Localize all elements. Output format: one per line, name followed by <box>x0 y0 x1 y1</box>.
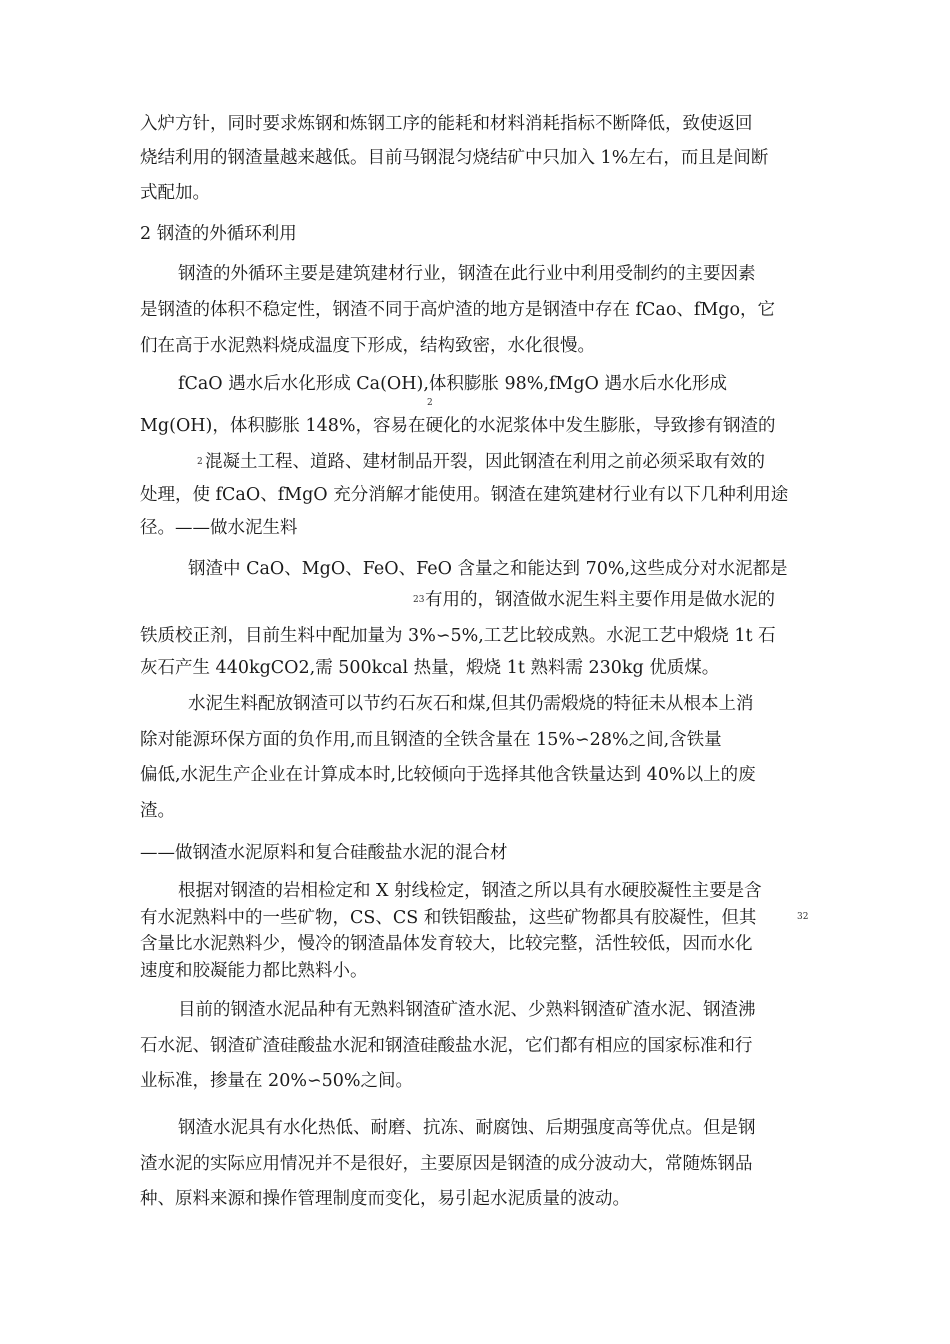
section-heading: ——做钢渣水泥原料和复合硅酸盐水泥的混合材 <box>140 843 508 863</box>
text-line: 石水泥、钢渣矿渣硅酸盐水泥和钢渣硅酸盐水泥，它们都有相应的国家标准和行 <box>140 1036 753 1056</box>
text-line: fCaO 遇水后水化形成 Ca(OH),体积膨胀 98%,fMgO 遇水后水化形成 <box>178 374 727 394</box>
text-line: 烧结利用的钢渣量越来越低。目前马钢混匀烧结矿中只加入 1%左右，而且是间断 <box>140 148 769 168</box>
text-line: 业标准，掺量在 20%∽50%之间。 <box>140 1071 414 1091</box>
text-line: 渣水泥的实际应用情况并不是很好，主要原因是钢渣的成分波动大，常随炼钢品 <box>140 1154 753 1174</box>
text-line: Mg(OH)，体积膨胀 148%，容易在硬化的水泥浆体中发生膨胀，导致掺有钢渣的 <box>140 416 776 436</box>
text-line: 式配加。 <box>140 183 210 203</box>
text-line: 混凝土工程、道路、建材制品开裂，因此钢渣在利用之前必须采取有效的 <box>205 452 765 472</box>
text-line: 速度和胶凝能力都比熟料小。 <box>140 961 368 981</box>
text-line: 渣。 <box>140 801 175 821</box>
text-line: 处理，使 fCaO、fMgO 充分消解才能使用。钢渣在建筑建材行业有以下几种利用途 <box>140 485 789 505</box>
text-line: 偏低,水泥生产企业在计算成本时,比较倾向于选择其他含铁量达到 40%以上的废 <box>140 765 756 785</box>
subscript-note: 2 <box>197 457 203 467</box>
text-line: 钢渣的外循环主要是建筑建材行业，钢渣在此行业中利用受制约的主要因素 <box>178 264 756 284</box>
text-line: 是钢渣的体积不稳定性，钢渣不同于高炉渣的地方是钢渣中存在 fCao、fMgo，它 <box>140 300 776 320</box>
text-line: 根据对钢渣的岩相检定和 X 射线检定，钢渣之所以具有水硬胶凝性主要是含 <box>178 881 762 901</box>
text-line: 灰石产生 440kgCO2,需 500kcal 热量，煅烧 1t 熟料需 230kg 优质煤。 <box>140 658 720 678</box>
text-line: 种、原料来源和操作管理制度而变化，易引起水泥质量的波动。 <box>140 1189 630 1209</box>
text-line: 钢渣中 CaO、MgO、FeO、FeO 含量之和能达到 70%,这些成分对水泥都是 <box>188 559 788 579</box>
text-line: 入炉方针，同时要求炼钢和炼钢工序的能耗和材料消耗指标不断降低，致使返回 <box>140 114 753 134</box>
section-heading: 2 钢渣的外循环利用 <box>140 224 297 244</box>
text-line: 钢渣水泥具有水化热低、耐磨、抗冻、耐腐蚀、后期强度高等优点。但是钢 <box>178 1118 756 1138</box>
text-line: 水泥生料配放钢渣可以节约石灰石和煤,但其仍需煅烧的特征未从根本上消 <box>188 694 754 714</box>
subscript-note: 32 <box>797 912 809 922</box>
text-line: 除对能源环保方面的负作用,而且钢渣的全铁含量在 15%∽28%之间,含铁量 <box>140 730 722 750</box>
text-line: 目前的钢渣水泥品种有无熟料钢渣矿渣水泥、少熟料钢渣矿渣水泥、钢渣沸 <box>178 1000 756 1020</box>
subscript-note: 2 <box>427 398 433 408</box>
text-line: 含量比水泥熟料少，慢冷的钢渣晶体发育较大，比较完整，活性较低，因而水化 <box>140 934 753 954</box>
text-line: 铁质校正剂，目前生料中配加量为 3%∽5%,工艺比较成熟。水泥工艺中煅烧 1t 石 <box>140 626 776 646</box>
subscript-note: 23 <box>413 595 425 605</box>
text-line: 们在高于水泥熟料烧成温度下形成，结构致密，水化很慢。 <box>140 336 595 356</box>
text-line: 有水泥熟料中的一些矿物，CS、CS 和铁铝酸盐，这些矿物都具有胶凝性，但其 <box>140 908 757 928</box>
text-line: 有用的，钢渣做水泥生料主要作用是做水泥的 <box>425 590 775 610</box>
text-line: 径。——做水泥生料 <box>140 518 298 538</box>
